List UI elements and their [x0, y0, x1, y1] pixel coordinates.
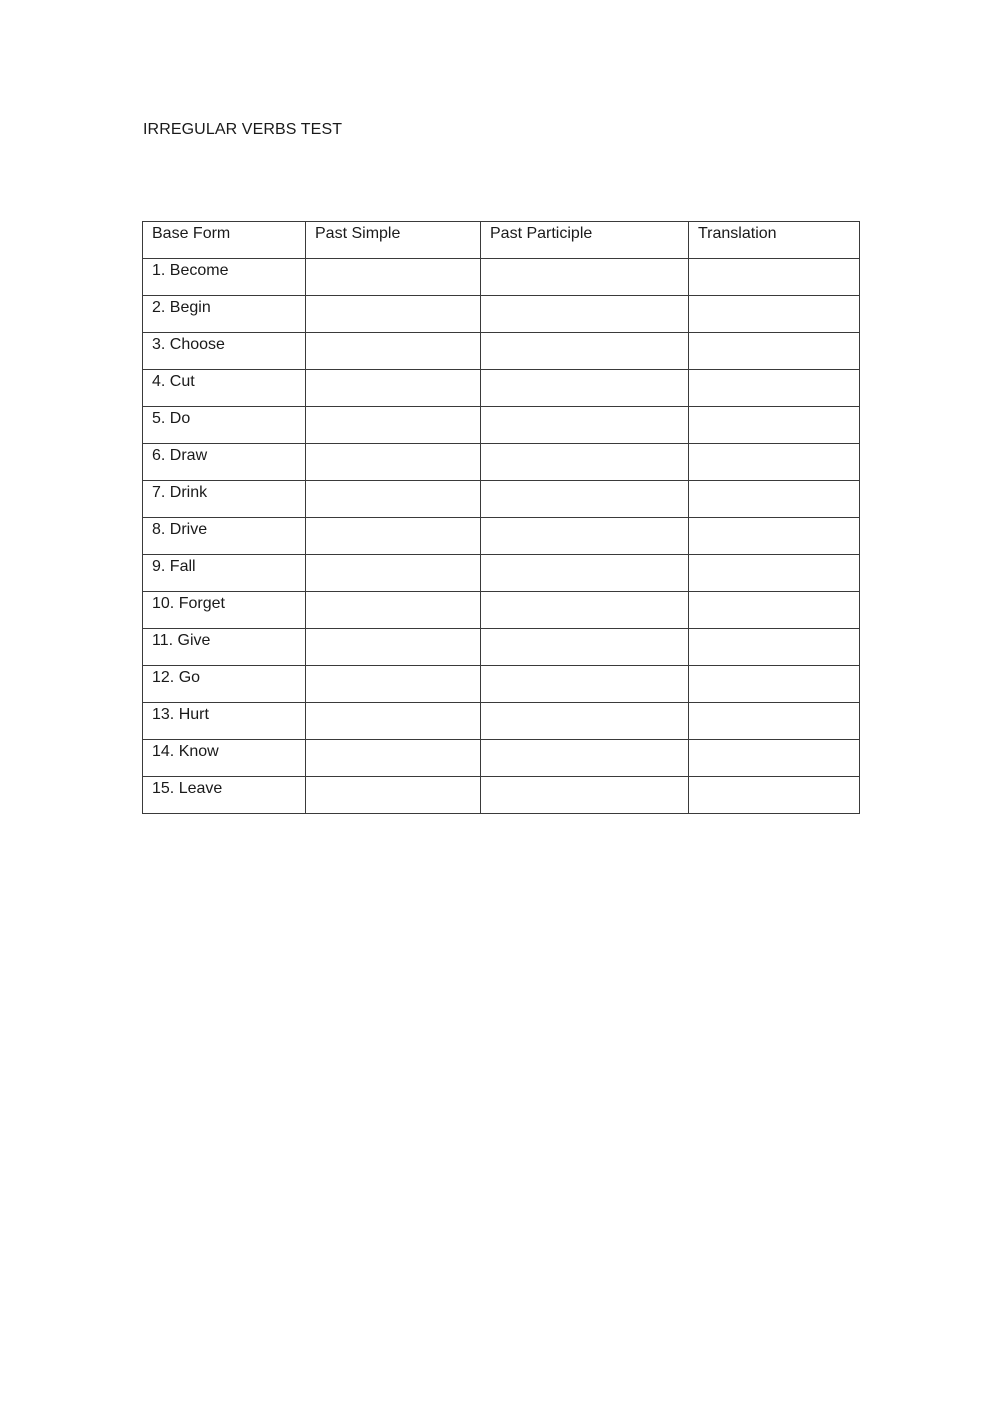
base-form-cell [143, 407, 306, 444]
translation-cell[interactable] [689, 333, 860, 370]
table-header-row [143, 222, 860, 259]
past-participle-cell-text [490, 444, 679, 446]
past-participle-cell-text [490, 740, 679, 742]
base-form-cell-text: 15. Leave [152, 780, 223, 797]
header-translation-label: Translation [698, 225, 777, 242]
past-simple-cell-text [315, 296, 471, 298]
base-form-cell [143, 666, 306, 703]
table-row [143, 444, 860, 481]
base-form-cell-text: 8. Drive [152, 521, 208, 538]
base-form-cell [143, 703, 306, 740]
translation-cell-text [698, 370, 850, 372]
translation-cell-text [698, 703, 850, 705]
past-simple-cell[interactable] [306, 740, 481, 777]
base-form-cell-text: 4. Cut [152, 373, 195, 390]
table-row [143, 555, 860, 592]
base-form-cell [143, 518, 306, 555]
base-form-cell [143, 296, 306, 333]
translation-cell[interactable] [689, 444, 860, 481]
past-participle-cell-text [490, 481, 679, 483]
past-participle-cell[interactable] [481, 370, 689, 407]
translation-cell[interactable] [689, 555, 860, 592]
translation-cell[interactable] [689, 518, 860, 555]
translation-cell-text [698, 407, 850, 409]
table-row [143, 666, 860, 703]
base-form-cell-text: 3. Choose [152, 336, 225, 353]
translation-cell-text [698, 333, 850, 335]
translation-cell[interactable] [689, 259, 860, 296]
past-participle-cell-text [490, 259, 679, 261]
past-simple-cell-text [315, 703, 471, 705]
table-row [143, 629, 860, 666]
past-simple-cell-text [315, 629, 471, 631]
translation-cell-text [698, 666, 850, 668]
past-simple-cell-text [315, 666, 471, 668]
table-row [143, 740, 860, 777]
base-form-cell [143, 555, 306, 592]
past-participle-cell-text [490, 777, 679, 779]
translation-cell-text [698, 444, 850, 446]
past-simple-cell-text [315, 444, 471, 446]
base-form-cell [143, 370, 306, 407]
past-simple-cell-text [315, 370, 471, 372]
past-participle-cell[interactable] [481, 481, 689, 518]
past-participle-cell[interactable] [481, 259, 689, 296]
base-form-cell-text: 10. Forget [152, 595, 225, 612]
table-row [143, 370, 860, 407]
base-form-cell-text: 14. Know [152, 743, 219, 760]
base-form-cell-text: 11. Give [152, 632, 211, 649]
header-past-simple [306, 222, 481, 259]
base-form-cell [143, 629, 306, 666]
base-form-cell-text: 9. Fall [152, 558, 196, 575]
past-participle-cell[interactable] [481, 296, 689, 333]
translation-cell-text [698, 629, 850, 631]
past-simple-cell[interactable] [306, 370, 481, 407]
header-base-form-label: Base Form [152, 225, 231, 242]
past-simple-cell-text [315, 740, 471, 742]
past-participle-cell[interactable] [481, 666, 689, 703]
past-participle-cell[interactable] [481, 407, 689, 444]
past-participle-cell-text [490, 333, 679, 335]
translation-cell[interactable] [689, 407, 860, 444]
table-row [143, 777, 860, 814]
past-simple-cell[interactable] [306, 481, 481, 518]
translation-cell-text [698, 555, 850, 557]
table-row [143, 296, 860, 333]
translation-cell[interactable] [689, 592, 860, 629]
translation-cell[interactable] [689, 666, 860, 703]
base-form-cell-text: 7. Drink [152, 484, 208, 501]
translation-cell-text [698, 518, 850, 520]
translation-cell-text [698, 259, 850, 261]
past-participle-cell-text [490, 407, 679, 409]
past-participle-cell[interactable] [481, 518, 689, 555]
past-participle-cell-text [490, 518, 679, 520]
base-form-cell [143, 333, 306, 370]
past-simple-cell[interactable] [306, 592, 481, 629]
table-body [143, 259, 860, 814]
past-participle-cell[interactable] [481, 555, 689, 592]
header-past-simple-label: Past Simple [315, 225, 401, 242]
past-simple-cell-text [315, 555, 471, 557]
past-participle-cell[interactable] [481, 444, 689, 481]
past-simple-cell-text [315, 407, 471, 409]
past-participle-cell-text [490, 629, 679, 631]
table-row [143, 481, 860, 518]
past-simple-cell[interactable] [306, 333, 481, 370]
table-row [143, 518, 860, 555]
translation-cell[interactable] [689, 370, 860, 407]
past-participle-cell[interactable] [481, 592, 689, 629]
past-simple-cell-text [315, 777, 471, 779]
table-row [143, 333, 860, 370]
past-simple-cell[interactable] [306, 703, 481, 740]
past-participle-cell-text [490, 370, 679, 372]
past-simple-cell[interactable] [306, 666, 481, 703]
past-simple-cell[interactable] [306, 296, 481, 333]
base-form-cell [143, 777, 306, 814]
irregular-verbs-table [142, 221, 860, 814]
table-row [143, 703, 860, 740]
translation-cell[interactable] [689, 481, 860, 518]
base-form-cell-text: 1. Become [152, 262, 229, 279]
past-simple-cell[interactable] [306, 407, 481, 444]
translation-cell-text [698, 740, 850, 742]
past-simple-cell[interactable] [306, 518, 481, 555]
base-form-cell [143, 259, 306, 296]
past-simple-cell-text [315, 481, 471, 483]
past-simple-cell[interactable] [306, 259, 481, 296]
past-simple-cell[interactable] [306, 555, 481, 592]
past-simple-cell[interactable] [306, 629, 481, 666]
past-simple-cell-text [315, 333, 471, 335]
past-simple-cell[interactable] [306, 444, 481, 481]
translation-cell-text [698, 777, 850, 779]
past-participle-cell[interactable] [481, 629, 689, 666]
header-base-form [143, 222, 306, 259]
base-form-cell-text: 12. Go [152, 669, 201, 686]
table-row [143, 259, 860, 296]
past-participle-cell[interactable] [481, 740, 689, 777]
past-participle-cell-text [490, 592, 679, 594]
translation-cell[interactable] [689, 629, 860, 666]
past-simple-cell-text [315, 518, 471, 520]
translation-cell[interactable] [689, 703, 860, 740]
past-participle-cell[interactable] [481, 333, 689, 370]
past-participle-cell[interactable] [481, 777, 689, 814]
base-form-cell [143, 740, 306, 777]
table-row [143, 407, 860, 444]
past-simple-cell-text [315, 592, 471, 594]
translation-cell[interactable] [689, 777, 860, 814]
base-form-cell-text: 2. Begin [152, 299, 211, 316]
page-title: IRREGULAR VERBS TEST [143, 121, 343, 138]
header-translation [689, 222, 860, 259]
header-past-participle-label: Past Participle [490, 225, 593, 242]
base-form-cell [143, 592, 306, 629]
past-participle-cell-text [490, 296, 679, 298]
past-participle-cell-text [490, 666, 679, 668]
past-simple-cell[interactable] [306, 777, 481, 814]
base-form-cell-text: 5. Do [152, 410, 191, 427]
past-participle-cell[interactable] [481, 703, 689, 740]
past-simple-cell-text [315, 259, 471, 261]
base-form-cell [143, 444, 306, 481]
translation-cell[interactable] [689, 296, 860, 333]
table-row [143, 592, 860, 629]
translation-cell-text [698, 296, 850, 298]
base-form-cell-text: 13. Hurt [152, 706, 209, 723]
translation-cell-text [698, 481, 850, 483]
past-participle-cell-text [490, 555, 679, 557]
past-participle-cell-text [490, 703, 679, 705]
translation-cell[interactable] [689, 740, 860, 777]
base-form-cell [143, 481, 306, 518]
translation-cell-text [698, 592, 850, 594]
header-past-participle [481, 222, 689, 259]
base-form-cell-text: 6. Draw [152, 447, 208, 464]
